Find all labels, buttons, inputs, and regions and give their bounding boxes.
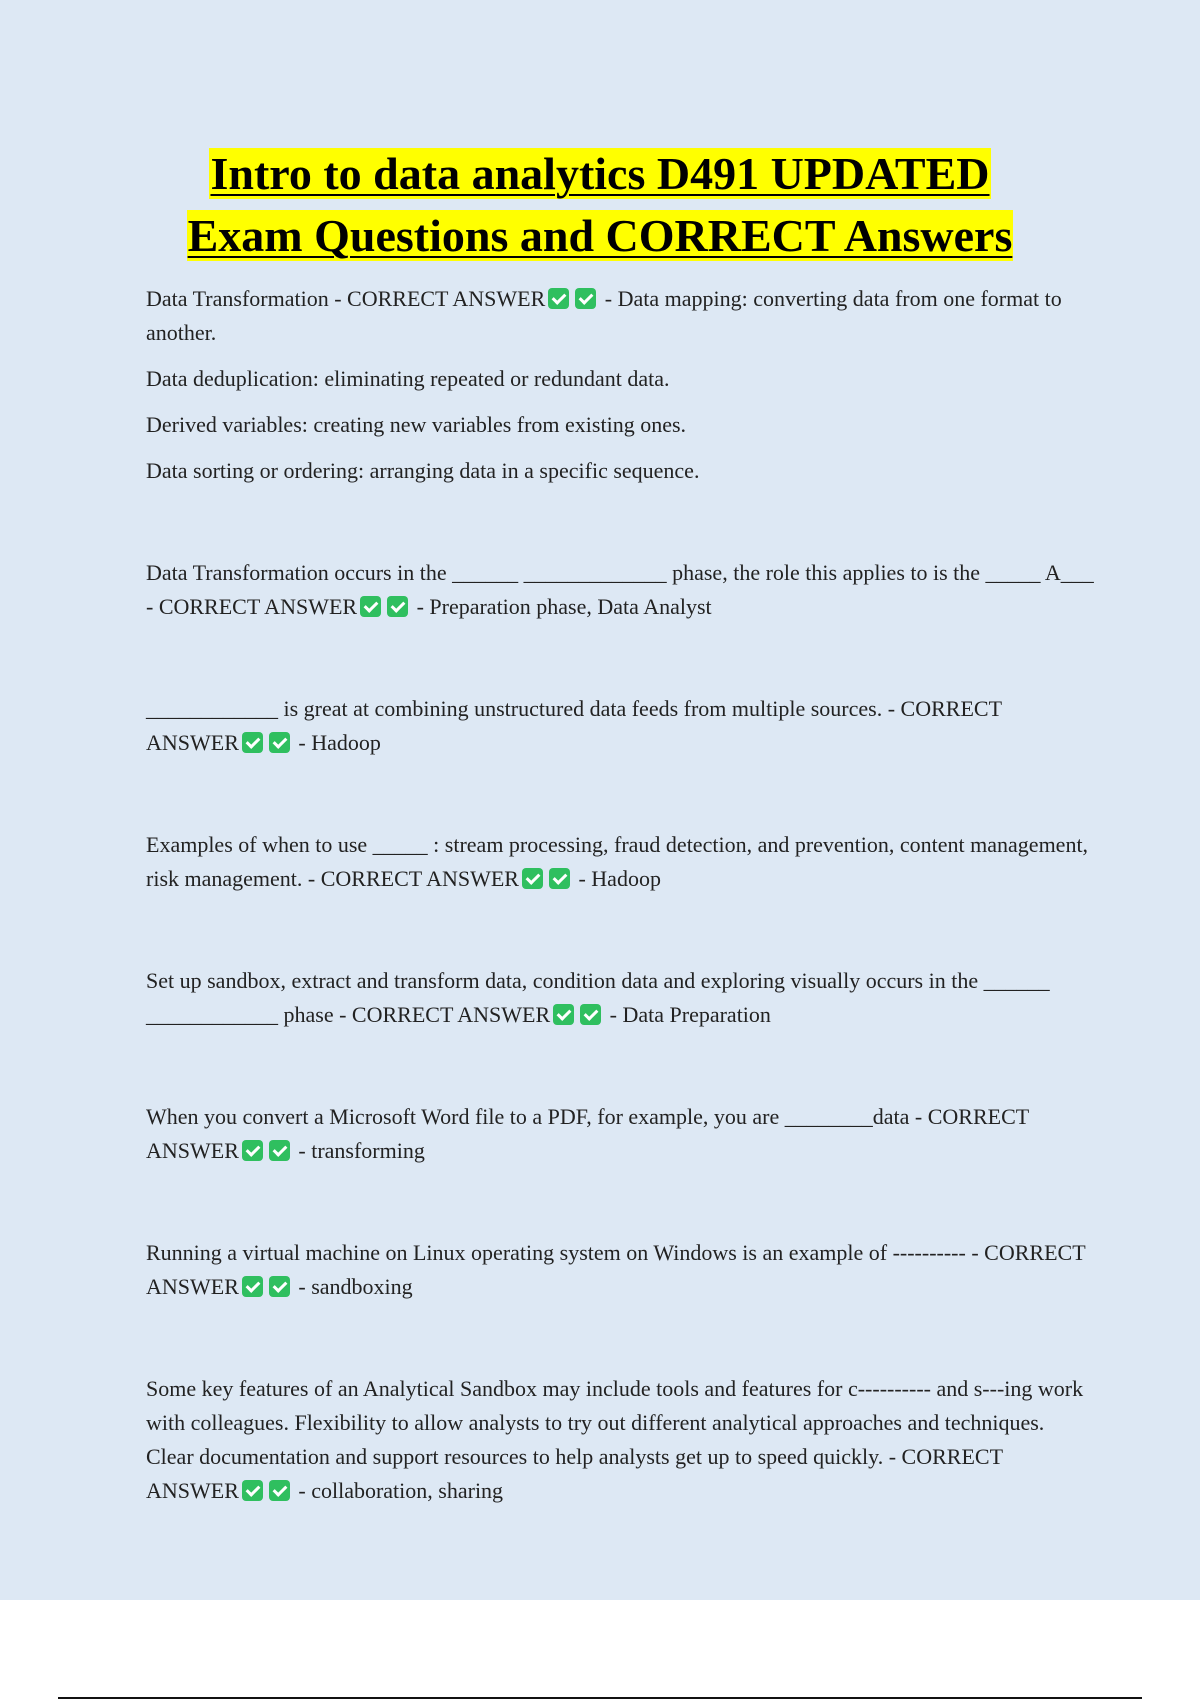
- answer-marker: - CORRECT ANSWER: [339, 1002, 551, 1027]
- answer-text: - Hadoop: [578, 866, 661, 891]
- answer-extra-line: Data deduplication: eliminating repeated or redundant data.: [146, 366, 670, 391]
- qa-paragraph: [146, 964, 1096, 1032]
- answer-text: - Preparation phase, Data Analyst: [416, 594, 712, 619]
- checkmark-icon: [242, 1140, 263, 1161]
- question-text: When you convert a Microsoft Word file to a PDF, for example, you are ________data: [146, 1104, 910, 1129]
- checkmark-icon: [242, 1480, 263, 1501]
- answer-text: - sandboxing: [298, 1274, 413, 1299]
- answer-text: - transforming: [298, 1138, 425, 1163]
- answer-extra-line: Data sorting or ordering: arranging data in a specific sequence.: [146, 458, 700, 483]
- qa-item: [146, 1236, 1096, 1304]
- checkmark-icon: [269, 1480, 290, 1501]
- checkmark-icon: [269, 732, 290, 753]
- qa-item: [146, 692, 1096, 760]
- qa-paragraph: [146, 1236, 1096, 1304]
- question-text: Some key features of an Analytical Sandbox may include tools and features for c---------- and s---ing work with colleagues. Flexibility to allow analysts to try out different analytical approaches and techniques. Clear documentation and support resources to help analysts get up to speed quickly.: [146, 1376, 1084, 1469]
- qa-paragraph: [146, 1100, 1096, 1168]
- title-line-1: Intro to data analytics D491 UPDATED: [210, 148, 990, 199]
- qa-list: [146, 282, 1096, 1520]
- question-text: ____________ is great at combining unstructured data feeds from multiple sources.: [146, 696, 883, 721]
- qa-paragraph: [146, 282, 1096, 350]
- answer-text: - Data mapping: converting data from one format to another.: [146, 286, 1062, 345]
- question-text: Data Transformation: [146, 286, 329, 311]
- question-text: Data Transformation occurs in the ______ _____________ phase, the role this applies to is the _____ A___: [146, 560, 1094, 585]
- qa-item: [146, 828, 1096, 896]
- qa-paragraph: [146, 1372, 1096, 1508]
- question-text: Running a virtual machine on Linux operating system on Windows is an example of ----------: [146, 1240, 966, 1265]
- question-text: Set up sandbox, extract and transform data, condition data and exploring visually occurs in the ______ ____________ phase: [146, 968, 1050, 1027]
- answer-text: - Hadoop: [298, 730, 381, 755]
- checkmark-icon: [575, 288, 596, 309]
- qa-item: [146, 1372, 1096, 1508]
- answer-marker: - CORRECT ANSWER: [146, 696, 1002, 755]
- document-title: [0, 143, 1200, 267]
- title-line-2: Exam Questions and CORRECT Answers: [187, 210, 1013, 261]
- answer-text: - Data Preparation: [609, 1002, 771, 1027]
- checkmark-icon: [269, 1276, 290, 1297]
- checkmark-icon: [549, 868, 570, 889]
- checkmark-icon: [360, 596, 381, 617]
- checkmark-icon: [548, 288, 569, 309]
- answer-marker: - CORRECT ANSWER: [146, 1104, 1029, 1163]
- checkmark-icon: [580, 1004, 601, 1025]
- bottom-divider: [58, 1697, 1142, 1699]
- checkmark-icon: [242, 732, 263, 753]
- answer-marker: - CORRECT ANSWER: [334, 286, 546, 311]
- answer-extra-line: Derived variables: creating new variables from existing ones.: [146, 412, 687, 437]
- answer-marker: - CORRECT ANSWER: [146, 1240, 1086, 1299]
- qa-item: [146, 556, 1096, 624]
- checkmark-icon: [269, 1140, 290, 1161]
- qa-paragraph: [146, 692, 1096, 760]
- question-text: Examples of when to use _____ : stream processing, fraud detection, and prevention, content management, risk management.: [146, 832, 1089, 891]
- answer-marker: - CORRECT ANSWER: [307, 866, 519, 891]
- checkmark-icon: [242, 1276, 263, 1297]
- checkmark-icon: [522, 868, 543, 889]
- answer-marker: - CORRECT ANSWER: [146, 1444, 1003, 1503]
- qa-item: [146, 964, 1096, 1032]
- qa-item: [146, 282, 1096, 488]
- qa-item: [146, 1100, 1096, 1168]
- answer-marker: - CORRECT ANSWER: [146, 594, 358, 619]
- answer-text: - collaboration, sharing: [298, 1478, 504, 1503]
- qa-paragraph: [146, 556, 1096, 624]
- qa-paragraph: [146, 828, 1096, 896]
- checkmark-icon: [387, 596, 408, 617]
- checkmark-icon: [553, 1004, 574, 1025]
